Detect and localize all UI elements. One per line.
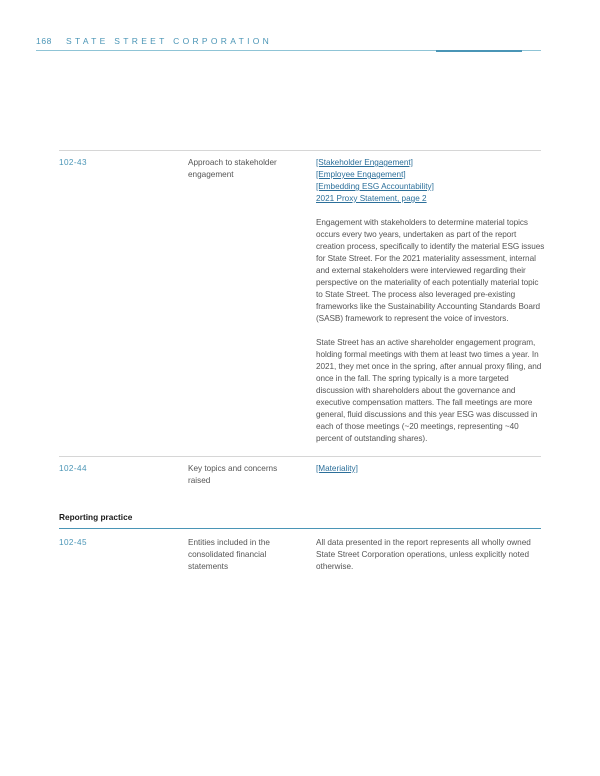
disclosure-description: Entities included in the consolidated financial statements bbox=[188, 538, 270, 571]
table-divider bbox=[59, 456, 541, 457]
table-divider bbox=[59, 150, 541, 151]
embedding-esg-accountability-link[interactable]: [Embedding ESG Accountability] bbox=[316, 182, 434, 191]
disclosure-ref: 102-44 bbox=[59, 464, 87, 473]
page-number: 168 bbox=[36, 36, 52, 46]
header-accent-rule bbox=[436, 50, 522, 52]
response-paragraph: Engagement with stakeholders to determine material topics occurs every two years, undertaken as part of the report creation process, specifically to identify the material ESG issues for State Street. For the 2021 materiality assessment, internal and external stakeholders were interviewed regarding their perspective on the materiality of each potentially material topic to State Street. The process also leveraged pre-existing frameworks like the Sustainability Accounting Standards Board (SASB) framework to represent the voice of investors. bbox=[316, 218, 545, 323]
response-paragraph: State Street has an active shareholder engagement program, holding formal meetings with them at least two times a year. In 2021, they met once in the spring, after annual proxy filing, and once in the fall. The spring typically is a more targeted discussion with shareholders about the governance and executive compensation matters. The fall meetings are more general, fluid discussions and this year ESG was discussed in each of those meetings (~20 meetings, representing ~40 percent of outstanding shares). bbox=[316, 338, 542, 443]
section-rule bbox=[59, 528, 541, 529]
disclosure-response bbox=[316, 157, 546, 457]
disclosure-response: All data presented in the report represents all wholly owned State Street Corporation operations, unless explicitly noted otherwise. bbox=[316, 538, 531, 571]
materiality-link[interactable]: [Materiality] bbox=[316, 464, 358, 473]
page-header bbox=[36, 36, 541, 56]
section-title: Reporting practice bbox=[59, 512, 133, 522]
disclosure-ref: 102-45 bbox=[59, 538, 87, 547]
disclosure-description: Key topics and concerns raised bbox=[188, 464, 278, 485]
employee-engagement-link[interactable]: [Employee Engagement] bbox=[316, 170, 406, 179]
disclosure-ref: 102-43 bbox=[59, 158, 87, 167]
stakeholder-engagement-link[interactable]: [Stakeholder Engagement] bbox=[316, 158, 413, 167]
disclosure-response bbox=[316, 463, 546, 475]
proxy-statement-link[interactable]: 2021 Proxy Statement, page 2 bbox=[316, 194, 427, 203]
disclosure-description: Approach to stakeholder engagement bbox=[188, 158, 277, 179]
company-name: STATE STREET CORPORATION bbox=[66, 36, 273, 46]
